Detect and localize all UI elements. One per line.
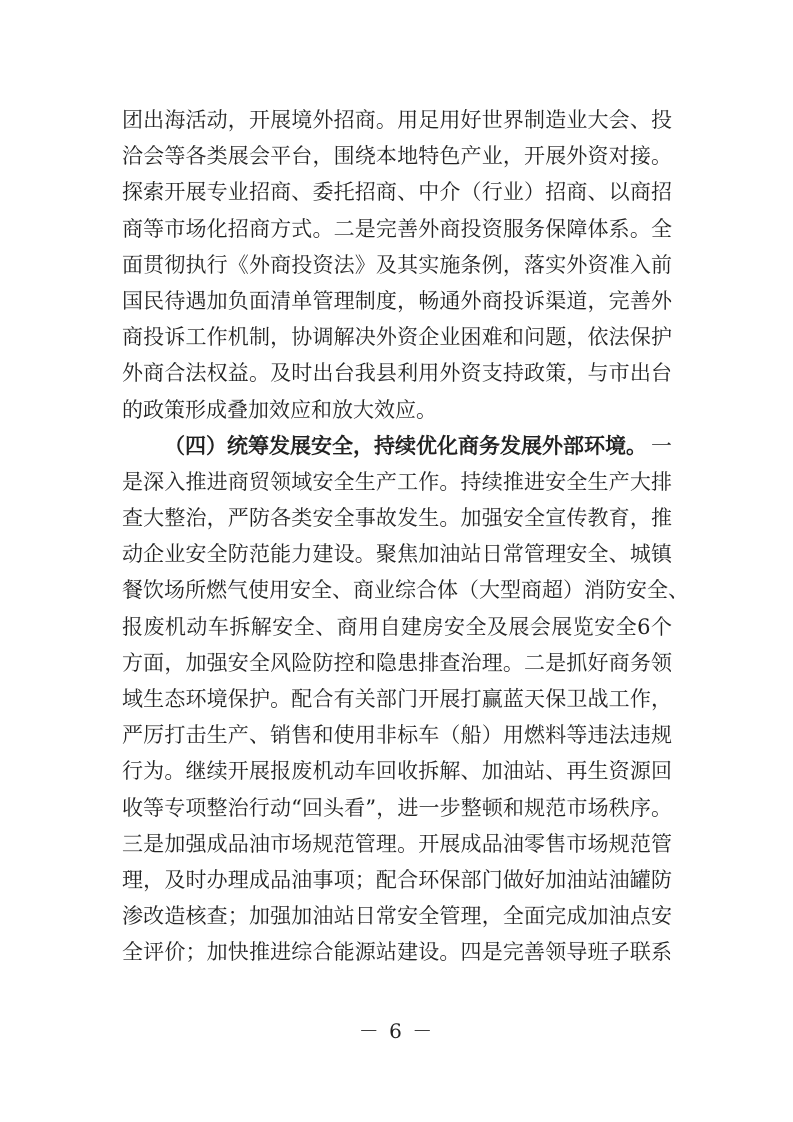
paragraph-line: 报废机动车拆解安全、商用自建房安全及展会展览安全6个	[122, 614, 672, 639]
paragraph-line: 面贯彻执行《外商投资法》及其实施条例，落实外资准入前	[122, 252, 672, 277]
paragraph-line: 严厉打击生产、销售和使用非标车（船）用燃料等违法违规	[122, 723, 672, 748]
paragraph-line: 国民待遇加负面清单管理制度，畅通外商投诉渠道，完善外	[122, 288, 672, 313]
paragraph-line: 动企业安全防范能力建设。聚焦加油站日常管理安全、城镇	[122, 542, 672, 567]
paragraph-line: 理，及时办理成品油事项；配合环保部门做好加油站油罐防	[122, 867, 672, 892]
paragraph-line: 餐饮场所燃气使用安全、商业综合体（大型商超）消防安全、	[122, 578, 689, 603]
paragraph-line: 查大整治，严防各类安全事故发生。加强安全宣传教育，推	[122, 506, 672, 531]
paragraph-line: 是深入推进商贸领域安全生产工作。持续推进安全生产大排	[122, 469, 672, 494]
section-first-line-rest: 一	[651, 433, 672, 458]
paragraph-line: 行为。继续开展报废机动车回收拆解、加油站、再生资源回	[122, 759, 672, 784]
paragraph-line: 全评价；加快推进综合能源站建设。四是完善领导班子联系	[122, 940, 672, 965]
paragraph-line: 渗改造核查；加强加油站日常安全管理，全面完成加油点安	[122, 904, 672, 929]
paragraph-line: 商等市场化招商方式。二是完善外商投资服务保障体系。全	[122, 216, 672, 241]
paragraph-line: 商投诉工作机制，协调解决外资企业困难和问题，依法保护	[122, 325, 672, 350]
paragraph-line: 外商合法权益。及时出台我县利用外资支持政策，与市出台	[122, 361, 672, 386]
section-heading: （四）统筹发展安全，持续优化商务发展外部环境。	[164, 432, 647, 458]
paragraph-line: 域生态环境保护。配合有关部门开展打赢蓝天保卫战工作，	[122, 687, 672, 711]
paragraph-line: 探索开展专业招商、委托招商、中介（行业）招商、以商招	[122, 180, 672, 205]
paragraph-line: 三是加强成品油市场规范管理。开展成品油零售市场规范管	[122, 831, 672, 856]
paragraph-line: 洽会等各类展会平台，围绕本地特色产业，开展外资对接。	[122, 144, 672, 169]
section-heading-line	[122, 428, 672, 464]
paragraph-line-text: 的政策形成叠加效应和放大效应。	[122, 397, 437, 422]
page-number: － 6 －	[358, 1019, 435, 1043]
paragraph-line	[122, 392, 672, 428]
paragraph-line: 方面，加强安全风险防控和隐患排查治理。二是抓好商务领	[122, 650, 672, 675]
paragraph-line: 团出海活动，开展境外招商。用足用好世界制造业大会、投	[122, 108, 672, 132]
paragraph-line: 收等专项整治行动“回头看”，进一步整顿和规范市场秩序。	[122, 795, 672, 820]
body-text	[122, 102, 689, 971]
